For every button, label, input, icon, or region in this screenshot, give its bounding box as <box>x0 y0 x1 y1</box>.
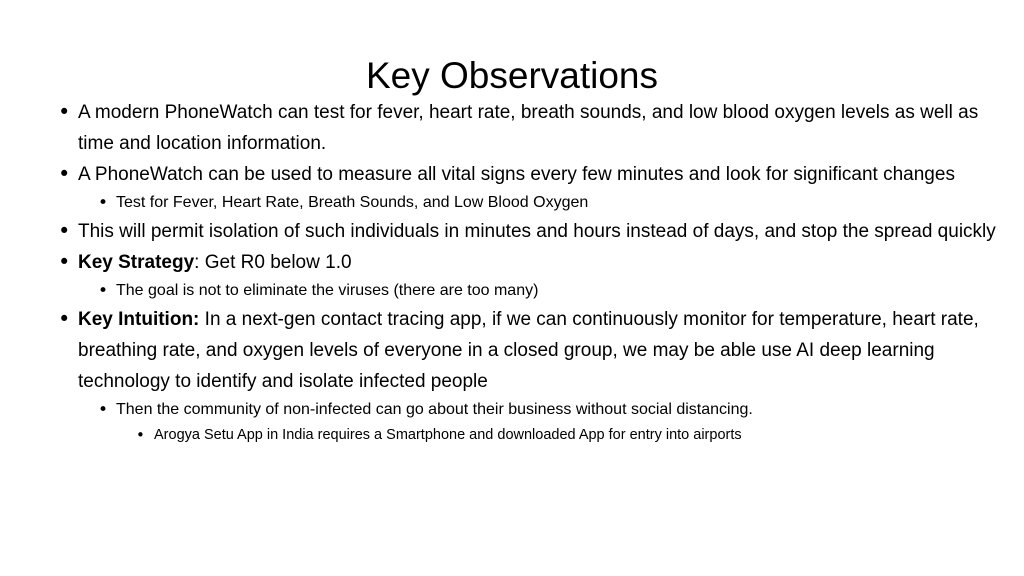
bullet-text: A modern PhoneWatch can test for fever, heart rate, breath sounds, and low blood oxygen levels as well as time and location information. <box>78 102 979 154</box>
bullet-text: Test for Fever, Heart Rate, Breath Sounds, and Low Blood Oxygen <box>116 194 589 211</box>
slide-title: Key Observations <box>365 54 659 96</box>
sub-bullet-item <box>58 397 1008 423</box>
bullet-text: In a next-gen contact tracing app, if we can continuously monitor for temperature, heart rate, breathing rate, and oxygen levels of everyone in a closed group, we may be able use AI deep learning technology to identify and isolate infected people <box>78 309 979 392</box>
bullet-item <box>58 97 1008 159</box>
bullet-icon: • <box>98 193 109 213</box>
sub-bullet-item <box>58 190 1008 216</box>
bullet-text: Then the community of non-infected can go about their business without social distancing. <box>116 401 753 418</box>
bullet-icon: • <box>58 219 71 243</box>
bullet-text: This will permit isolation of such individuals in minutes and hours instead of days, and stop the spread quickly <box>78 221 996 242</box>
bullet-item <box>58 159 1008 190</box>
bullet-text: : Get R0 below 1.0 <box>194 252 352 273</box>
sub-bullet-item <box>58 278 1008 304</box>
bullet-item <box>58 216 1008 247</box>
bullet-icon: • <box>98 281 109 301</box>
bullet-bold-text: Key Strategy <box>78 252 195 273</box>
sub-sub-bullet-item <box>58 423 1008 447</box>
bullet-text: A PhoneWatch can be used to measure all vital signs every few minutes and look for significant changes <box>78 164 955 185</box>
bullet-text: The goal is not to eliminate the viruses (there are too many) <box>116 282 539 299</box>
bullet-item <box>58 247 1008 278</box>
bullet-bold-text: Key Intuition: <box>78 309 200 330</box>
bullet-icon: • <box>58 307 71 331</box>
bullet-list <box>58 97 1008 447</box>
bullet-icon: • <box>58 100 71 124</box>
bullet-text: Arogya Setu App in India requires a Smartphone and downloaded App for entry into airports <box>154 427 742 443</box>
bullet-item <box>58 304 1008 397</box>
bullet-icon: • <box>58 250 71 274</box>
bullet-icon: • <box>58 162 71 186</box>
bullet-icon: • <box>136 426 145 444</box>
bullet-icon: • <box>98 400 109 420</box>
